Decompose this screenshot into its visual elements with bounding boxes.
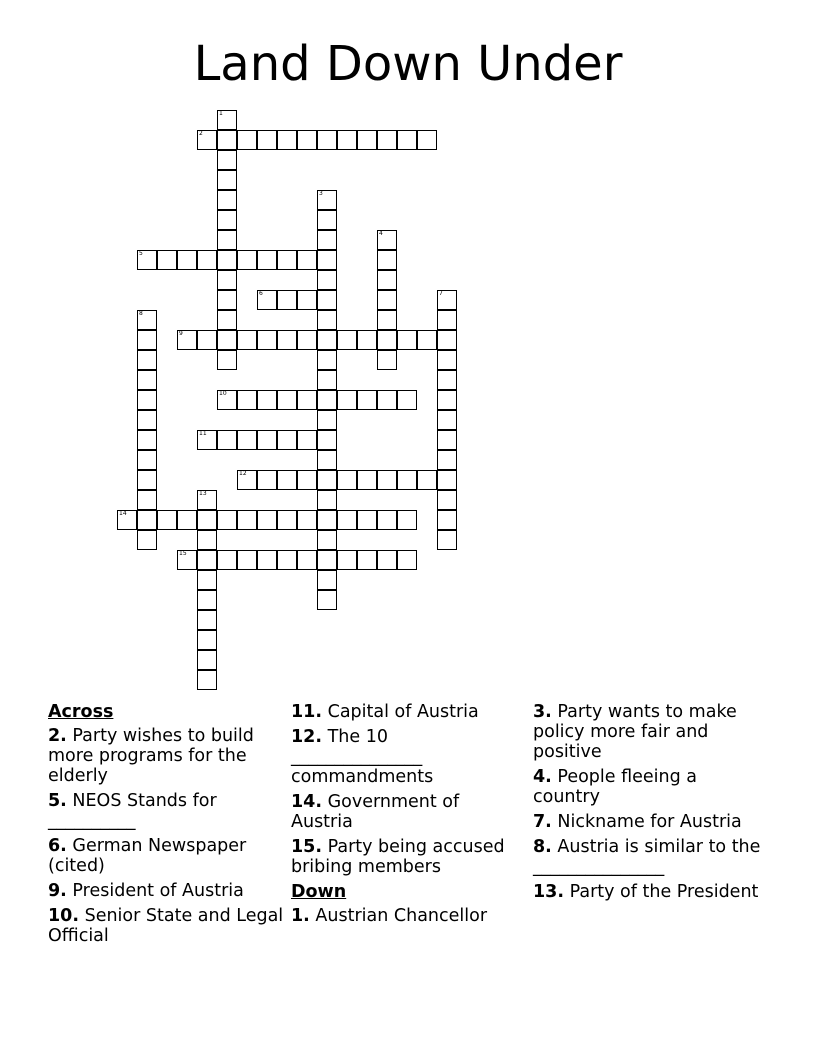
grid-cell[interactable]	[437, 510, 457, 530]
grid-cell[interactable]	[257, 550, 277, 570]
grid-cell[interactable]	[197, 430, 217, 450]
grid-cell[interactable]	[297, 510, 317, 530]
grid-cell[interactable]	[277, 550, 297, 570]
clue-text: NEOS Stands for __________	[48, 791, 217, 831]
grid-cell[interactable]	[137, 410, 157, 430]
clue-across-15	[291, 837, 523, 877]
grid-cell[interactable]	[237, 390, 257, 410]
grid-cell[interactable]	[317, 230, 337, 250]
cell-number: 11	[199, 430, 207, 437]
grid-cell[interactable]	[397, 550, 417, 570]
clue-across-14	[291, 792, 523, 832]
grid-cell[interactable]	[437, 530, 457, 550]
grid-cell[interactable]	[197, 250, 217, 270]
grid-cell[interactable]	[217, 270, 237, 290]
grid-cell[interactable]	[437, 490, 457, 510]
clue-number: 7.	[533, 812, 552, 832]
grid-cell[interactable]	[437, 430, 457, 450]
grid-cell[interactable]	[317, 470, 337, 490]
grid-cell[interactable]	[237, 430, 257, 450]
grid-cell[interactable]	[297, 470, 317, 490]
grid-cell[interactable]	[317, 490, 337, 510]
grid-cell[interactable]	[237, 550, 257, 570]
grid-cell[interactable]	[137, 490, 157, 510]
grid-cell[interactable]	[197, 530, 217, 550]
grid-cell[interactable]	[217, 550, 237, 570]
grid-cell[interactable]	[217, 150, 237, 170]
grid-cell[interactable]	[277, 510, 297, 530]
grid-cell[interactable]	[357, 510, 377, 530]
grid-cell[interactable]	[257, 330, 277, 350]
clue-number: 5.	[48, 791, 67, 811]
grid-cell[interactable]	[197, 550, 217, 570]
grid-cell[interactable]	[337, 510, 357, 530]
grid-cell[interactable]	[377, 290, 397, 310]
cell-number: 5	[139, 250, 143, 257]
grid-cell[interactable]	[377, 550, 397, 570]
grid-cell[interactable]	[377, 310, 397, 330]
clue-text: The 10 _______________ commandments	[291, 727, 434, 787]
grid-cell[interactable]	[317, 430, 337, 450]
grid-cell[interactable]	[197, 490, 217, 510]
clue-number: 4.	[533, 767, 552, 787]
grid-cell[interactable]	[257, 250, 277, 270]
cell-number: 13	[199, 490, 207, 497]
clue-text: Government of Austria	[291, 792, 460, 832]
cell-number: 15	[179, 550, 187, 557]
grid-cell[interactable]	[337, 130, 357, 150]
grid-cell[interactable]	[297, 430, 317, 450]
clue-text: Party of the President	[569, 882, 759, 902]
grid-cell[interactable]	[437, 470, 457, 490]
clue-down-7	[533, 812, 763, 832]
grid-cell[interactable]	[337, 550, 357, 570]
grid-cell[interactable]	[317, 570, 337, 590]
clue-across-12	[291, 727, 523, 787]
grid-cell[interactable]	[337, 330, 357, 350]
grid-cell[interactable]	[397, 470, 417, 490]
grid-cell[interactable]	[317, 370, 337, 390]
grid-cell[interactable]	[377, 270, 397, 290]
grid-cell[interactable]	[277, 330, 297, 350]
grid-cell[interactable]	[197, 130, 217, 150]
grid-cell[interactable]	[297, 330, 317, 350]
grid-cell[interactable]	[257, 390, 277, 410]
down-heading: Down	[291, 882, 347, 902]
grid-cell[interactable]	[217, 390, 237, 410]
grid-cell[interactable]	[117, 510, 137, 530]
grid-cell[interactable]	[437, 310, 457, 330]
clue-across-2	[48, 726, 284, 786]
grid-cell[interactable]	[317, 530, 337, 550]
grid-cell[interactable]	[357, 330, 377, 350]
grid-cell[interactable]	[217, 230, 237, 250]
grid-cell[interactable]	[377, 330, 397, 350]
grid-cell[interactable]	[377, 130, 397, 150]
grid-cell[interactable]	[237, 250, 257, 270]
clue-number: 3.	[533, 702, 552, 722]
cell-number: 14	[119, 510, 127, 517]
grid-cell[interactable]	[197, 570, 217, 590]
grid-cell[interactable]	[197, 610, 217, 630]
grid-cell[interactable]	[217, 350, 237, 370]
grid-cell[interactable]	[317, 210, 337, 230]
clue-text: Party wishes to build more programs for the elderly	[48, 726, 254, 786]
grid-cell[interactable]	[217, 310, 237, 330]
cell-number: 12	[239, 470, 247, 477]
grid-cell[interactable]	[437, 350, 457, 370]
grid-cell[interactable]	[417, 130, 437, 150]
clue-text: Party being accused bribing members	[291, 837, 505, 877]
grid-cell[interactable]	[317, 390, 337, 410]
grid-cell[interactable]	[257, 290, 277, 310]
grid-cell[interactable]	[277, 130, 297, 150]
grid-cell[interactable]	[137, 370, 157, 390]
grid-cell[interactable]	[357, 130, 377, 150]
clue-number: 1.	[291, 906, 310, 926]
grid-cell[interactable]	[317, 330, 337, 350]
grid-cell[interactable]	[197, 630, 217, 650]
grid-cell[interactable]	[317, 190, 337, 210]
grid-cell[interactable]	[297, 390, 317, 410]
grid-cell[interactable]	[217, 130, 237, 150]
grid-cell[interactable]	[137, 430, 157, 450]
clue-text: German Newspaper (cited)	[48, 836, 247, 876]
grid-cell[interactable]	[137, 450, 157, 470]
grid-cell[interactable]	[277, 470, 297, 490]
grid-cell[interactable]	[197, 510, 217, 530]
clue-number: 9.	[48, 881, 67, 901]
grid-cell[interactable]	[437, 390, 457, 410]
clue-text: Austria is similar to the _______________	[533, 837, 761, 877]
grid-cell[interactable]	[317, 310, 337, 330]
cell-number: 8	[139, 310, 143, 317]
grid-cell[interactable]	[217, 510, 237, 530]
clue-text: Senior State and Legal Official	[48, 906, 284, 946]
grid-cell[interactable]	[217, 290, 237, 310]
grid-cell[interactable]	[177, 510, 197, 530]
clue-number: 15.	[291, 837, 323, 857]
cell-number: 2	[199, 130, 203, 137]
clue-number: 8.	[533, 837, 552, 857]
grid-cell[interactable]	[157, 250, 177, 270]
cell-number: 7	[439, 290, 443, 297]
grid-cell[interactable]	[317, 130, 337, 150]
grid-cell[interactable]	[237, 510, 257, 530]
grid-cell[interactable]	[397, 330, 417, 350]
grid-cell[interactable]	[217, 250, 237, 270]
grid-cell[interactable]	[357, 550, 377, 570]
grid-cell[interactable]	[197, 590, 217, 610]
grid-cell[interactable]	[317, 350, 337, 370]
clue-down-4	[533, 767, 763, 807]
grid-cell[interactable]	[197, 330, 217, 350]
clue-number: 13.	[533, 882, 565, 902]
grid-cell[interactable]	[237, 130, 257, 150]
clue-text: People fleeing a country	[533, 767, 698, 807]
grid-cell[interactable]	[217, 430, 237, 450]
grid-cell[interactable]	[357, 390, 377, 410]
grid-cell[interactable]	[437, 450, 457, 470]
grid-cell[interactable]	[137, 350, 157, 370]
grid-cell[interactable]	[317, 270, 337, 290]
grid-cell[interactable]	[297, 130, 317, 150]
grid-cell[interactable]	[317, 410, 337, 430]
clues-column-3	[533, 702, 763, 907]
grid-cell[interactable]	[357, 470, 377, 490]
clue-number: 12.	[291, 727, 323, 747]
grid-cell[interactable]	[377, 230, 397, 250]
grid-cell[interactable]	[297, 250, 317, 270]
grid-cell[interactable]	[437, 290, 457, 310]
grid-cell[interactable]	[277, 250, 297, 270]
grid-cell[interactable]	[217, 330, 237, 350]
grid-cell[interactable]	[377, 470, 397, 490]
grid-cell[interactable]	[137, 330, 157, 350]
grid-cell[interactable]	[317, 550, 337, 570]
across-heading: Across	[48, 702, 114, 722]
clue-number: 10.	[48, 906, 80, 926]
clue-down-3	[533, 702, 763, 762]
grid-cell[interactable]	[437, 370, 457, 390]
grid-cell[interactable]	[177, 550, 197, 570]
clue-down-13	[533, 882, 763, 902]
grid-cell[interactable]	[237, 330, 257, 350]
grid-cell[interactable]	[217, 210, 237, 230]
clue-across-11	[291, 702, 523, 722]
clue-number: 14.	[291, 792, 323, 812]
grid-cell[interactable]	[177, 250, 197, 270]
cell-number: 3	[319, 190, 323, 197]
grid-cell[interactable]	[297, 290, 317, 310]
grid-cell[interactable]	[417, 470, 437, 490]
grid-cell[interactable]	[257, 130, 277, 150]
cell-number: 6	[259, 290, 263, 297]
grid-cell[interactable]	[217, 110, 237, 130]
grid-cell[interactable]	[317, 450, 337, 470]
cell-number: 1	[219, 110, 223, 117]
clue-down-1	[291, 906, 523, 926]
grid-cell[interactable]	[397, 390, 417, 410]
clue-number: 11.	[291, 702, 323, 722]
puzzle-title: Land Down Under	[193, 36, 623, 92]
grid-cell[interactable]	[437, 410, 457, 430]
clue-across-5	[48, 791, 284, 831]
clues-column-2	[291, 702, 523, 931]
cell-number: 10	[219, 390, 227, 397]
grid-cell[interactable]	[397, 130, 417, 150]
clue-across-10	[48, 906, 284, 946]
grid-cell[interactable]	[377, 390, 397, 410]
grid-cell[interactable]	[377, 510, 397, 530]
grid-cell[interactable]	[137, 510, 157, 530]
grid-cell[interactable]	[297, 550, 317, 570]
grid-cell[interactable]	[317, 290, 337, 310]
clue-text: Party wants to make policy more fair and positive	[533, 702, 737, 762]
grid-cell[interactable]	[217, 170, 237, 190]
grid-cell[interactable]	[197, 670, 217, 690]
cell-number: 9	[179, 330, 183, 337]
grid-cell[interactable]	[337, 470, 357, 490]
grid-cell[interactable]	[137, 310, 157, 330]
grid-cell[interactable]	[277, 290, 297, 310]
clue-text: Nickname for Austria	[557, 812, 742, 832]
grid-cell[interactable]	[177, 330, 197, 350]
grid-cell[interactable]	[437, 330, 457, 350]
cell-number: 4	[379, 230, 383, 237]
clue-text: Austrian Chancellor	[315, 906, 488, 926]
grid-cell[interactable]	[217, 190, 237, 210]
grid-cell[interactable]	[317, 590, 337, 610]
grid-cell[interactable]	[257, 430, 277, 450]
grid-cell[interactable]	[377, 350, 397, 370]
grid-cell[interactable]	[137, 250, 157, 270]
clues-column-1	[48, 702, 284, 951]
grid-cell[interactable]	[157, 510, 177, 530]
clue-number: 2.	[48, 726, 67, 746]
grid-cell[interactable]	[277, 390, 297, 410]
clue-text: Capital of Austria	[327, 702, 479, 722]
clue-across-9	[48, 881, 284, 901]
clue-number: 6.	[48, 836, 67, 856]
grid-cell[interactable]	[257, 510, 277, 530]
grid-cell[interactable]	[337, 390, 357, 410]
clue-text: President of Austria	[72, 881, 244, 901]
clue-across-6	[48, 836, 284, 876]
grid-cell[interactable]	[137, 530, 157, 550]
grid-cell[interactable]	[137, 470, 157, 490]
grid-cell[interactable]	[197, 650, 217, 670]
grid-cell[interactable]	[277, 430, 297, 450]
grid-cell[interactable]	[417, 330, 437, 350]
grid-cell[interactable]	[257, 470, 277, 490]
clue-down-8	[533, 837, 763, 877]
grid-cell[interactable]	[317, 250, 337, 270]
grid-cell[interactable]	[137, 390, 157, 410]
grid-cell[interactable]	[237, 470, 257, 490]
grid-cell[interactable]	[397, 510, 417, 530]
grid-cell[interactable]	[377, 250, 397, 270]
grid-cell[interactable]	[317, 510, 337, 530]
